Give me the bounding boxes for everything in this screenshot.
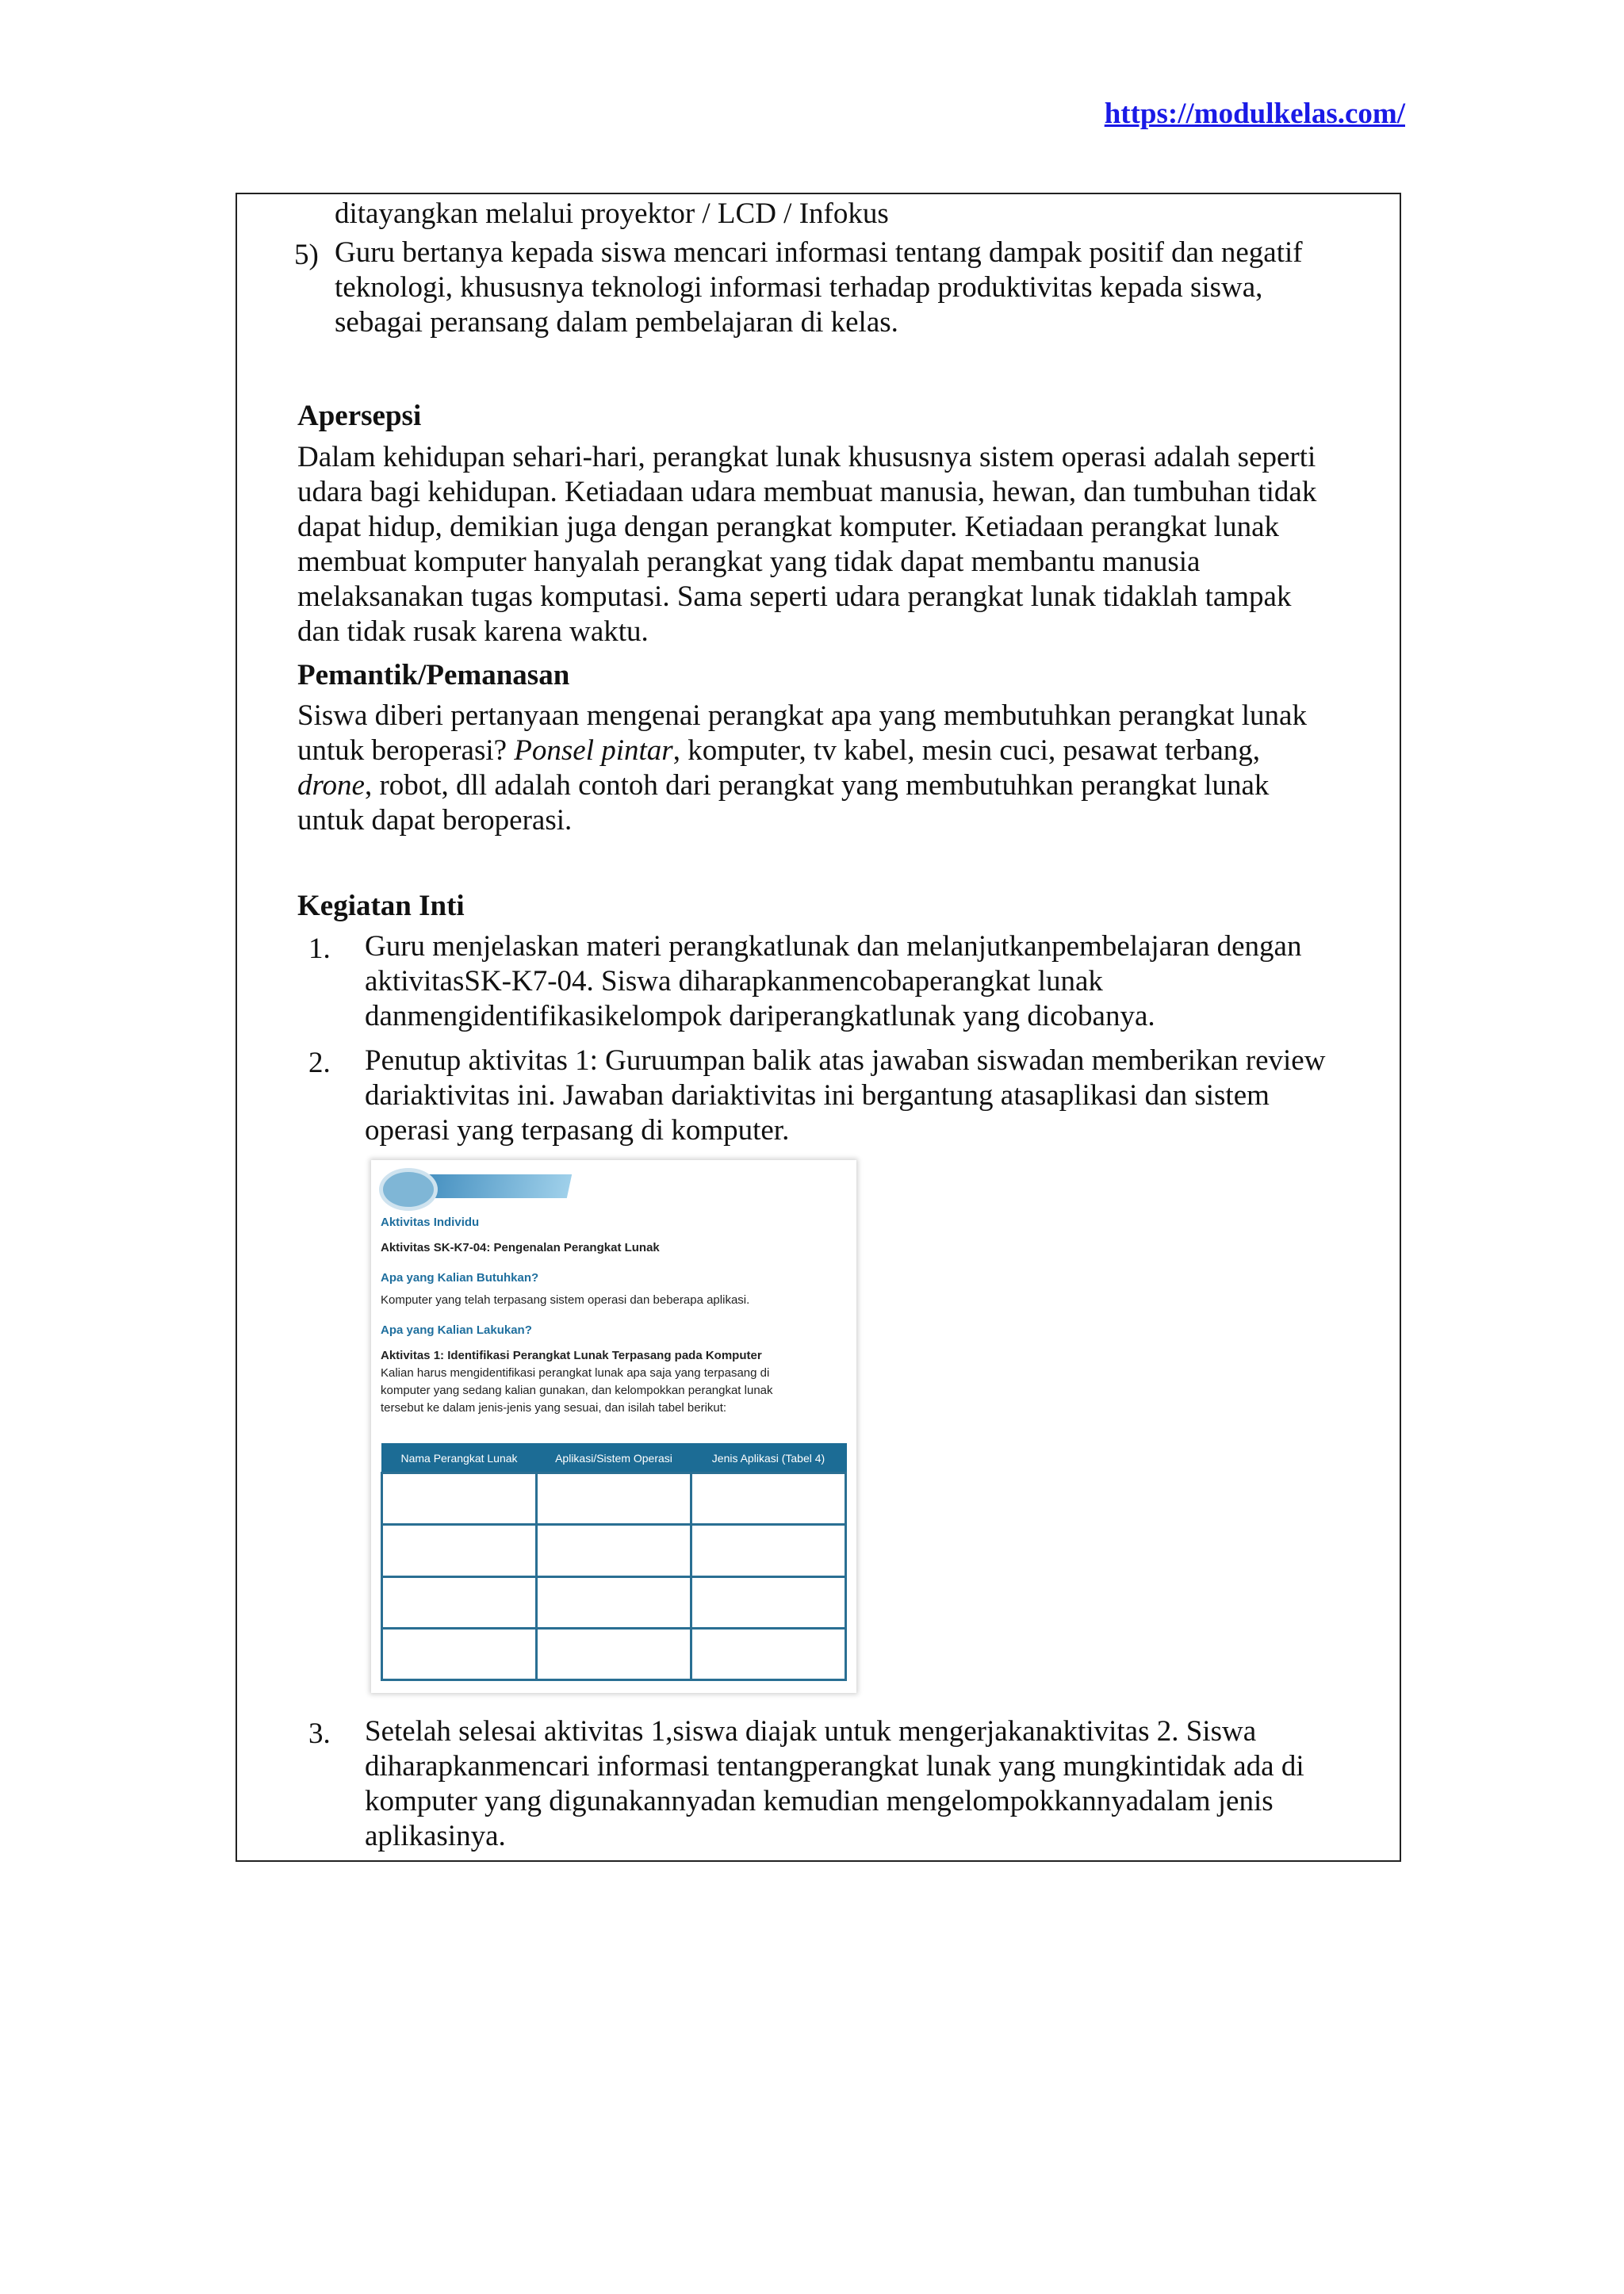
kegiatan-item-1-number: 1.: [308, 933, 331, 965]
pemantik-line-3: [297, 768, 1269, 803]
intro-continued-line: ditayangkan melalui proyektor / LCD / Infokus: [335, 197, 889, 230]
item5-line-1: Guru bertanya kepada siswa mencari informasi tentang dampak positif dan negatif: [335, 236, 1303, 269]
computer-icon: [379, 1168, 438, 1211]
table-row: [382, 1473, 846, 1525]
kegiatan-heading: Kegiatan Inti: [297, 890, 465, 922]
item5-line-2: teknologi, khususnya teknologi informasi terhadap produktivitas kepada siswa,: [335, 271, 1263, 304]
table-row: [382, 1628, 846, 1679]
kegiatan-item-2-line: dariaktivitas ini. Jawaban dariaktivitas ini bergantung atasaplikasi dan sistem: [365, 1079, 1270, 1112]
table-cell: [382, 1473, 537, 1525]
apersepsi-line: dapat hidup, demikian juga dengan perangkat komputer. Ketiadaan perangkat lunak: [297, 511, 1280, 543]
figure-label-individu: Aktivitas Individu: [381, 1216, 480, 1229]
pemantik-line-2a: untuk beroperasi?: [297, 734, 515, 767]
kegiatan-item-2-line: Penutup aktivitas 1: Guruumpan balik atas jawaban siswadan memberikan review: [365, 1044, 1326, 1077]
figure-desc-line: Kalian harus mengidentifikasi perangkat lunak apa saja yang terpasang di: [381, 1366, 770, 1380]
pemantik-line-2b: , komputer, tv kabel, mesin cuci, pesawat terbang,: [672, 734, 1261, 767]
kegiatan-item-1-line: aktivitasSK-K7-04. Siswa diharapkanmencobaperangkat lunak: [365, 965, 1103, 998]
figure-question-2: Apa yang Kalian Lakukan?: [381, 1323, 532, 1337]
header-url-link[interactable]: https://modulkelas.com/: [1104, 98, 1405, 130]
table-cell: [691, 1525, 846, 1576]
apersepsi-line: dan tidak rusak karena waktu.: [297, 615, 649, 648]
table-cell: [537, 1576, 691, 1628]
pemantik-line-2: [297, 733, 1260, 768]
table-cell: [691, 1576, 846, 1628]
table-row: [382, 1576, 846, 1628]
figure-desc-line: komputer yang sedang kalian gunakan, dan kelompokkan perangkat lunak: [381, 1384, 773, 1397]
kegiatan-item-2-number: 2.: [308, 1047, 331, 1079]
figure-table-header: Nama Perangkat Lunak: [382, 1444, 537, 1473]
activity-figure: [371, 1160, 856, 1693]
table-cell: [537, 1525, 691, 1576]
pemantik-line-3b: , robot, dll adalah contoh dari perangkat yang membutuhkan perangkat lunak: [364, 769, 1270, 802]
apersepsi-line: udara bagi kehidupan. Ketiadaan udara membuat manusia, hewan, dan tumbuhan tidak: [297, 476, 1317, 508]
kegiatan-item-3-number: 3.: [308, 1718, 331, 1750]
figure-activity-title: Aktivitas SK-K7-04: Pengenalan Perangkat Lunak: [381, 1241, 660, 1254]
kegiatan-item-1-line: Guru menjelaskan materi perangkatlunak dan melanjutkanpembelajaran dengan: [365, 930, 1302, 963]
figure-table: [381, 1443, 847, 1681]
figure-answer-1: Komputer yang telah terpasang sistem operasi dan beberapa aplikasi.: [381, 1293, 750, 1307]
kegiatan-item-1-line: danmengidentifikasikelompok dariperangkatlunak yang dicobanya.: [365, 1000, 1155, 1032]
pemantik-line-4: untuk dapat beroperasi.: [297, 804, 573, 837]
table-cell: [691, 1628, 846, 1679]
pemantik-heading: Pemantik/Pemanasan: [297, 659, 570, 691]
pemantik-line-1: Siswa diberi pertanyaan mengenai perangkat apa yang membutuhkan perangkat lunak: [297, 699, 1307, 732]
pemantik-italic-ponsel: Ponsel pintar: [514, 734, 673, 767]
apersepsi-line: Dalam kehidupan sehari-hari, perangkat lunak khususnya sistem operasi adalah seperti: [297, 441, 1316, 473]
figure-table-header-row: [382, 1444, 846, 1473]
pemantik-italic-drone: drone: [297, 769, 365, 802]
figure-question-1: Apa yang Kalian Butuhkan?: [381, 1271, 539, 1285]
table-cell: [382, 1628, 537, 1679]
kegiatan-item-3-line: komputer yang digunakannyadan kemudian mengelompokkannyadalam jenis: [365, 1785, 1274, 1817]
table-cell: [537, 1628, 691, 1679]
apersepsi-line: melaksanakan tugas komputasi. Sama seperti udara perangkat lunak tidaklah tampak: [297, 580, 1292, 613]
apersepsi-heading: Apersepsi: [297, 400, 422, 432]
figure-table-header: Aplikasi/Sistem Operasi: [537, 1444, 691, 1473]
kegiatan-item-3-line: diharapkanmencari informasi tentangperangkat lunak yang mungkintidak ada di: [365, 1750, 1304, 1783]
figure-table-header: Jenis Aplikasi (Tabel 4): [691, 1444, 846, 1473]
table-cell: [691, 1473, 846, 1525]
item5-number: 5): [294, 239, 319, 271]
table-row: [382, 1525, 846, 1576]
figure-desc-line: tersebut ke dalam jenis-jenis yang sesuai, dan isilah tabel berikut:: [381, 1401, 727, 1415]
table-cell: [382, 1525, 537, 1576]
kegiatan-item-3-line: aplikasinya.: [365, 1820, 506, 1852]
table-cell: [537, 1473, 691, 1525]
kegiatan-item-3-line: Setelah selesai aktivitas 1,siswa diajak untuk mengerjakanaktivitas 2. Siswa: [365, 1715, 1257, 1748]
item5-line-3: sebagai peransang dalam pembelajaran di kelas.: [335, 306, 898, 339]
table-cell: [382, 1576, 537, 1628]
figure-subtitle: Aktivitas 1: Identifikasi Perangkat Lunak Terpasang pada Komputer: [381, 1349, 762, 1362]
apersepsi-line: membuat komputer hanyalah perangkat yang tidak dapat membantu manusia: [297, 546, 1201, 578]
kegiatan-item-2-line: operasi yang terpasang di komputer.: [365, 1114, 790, 1147]
